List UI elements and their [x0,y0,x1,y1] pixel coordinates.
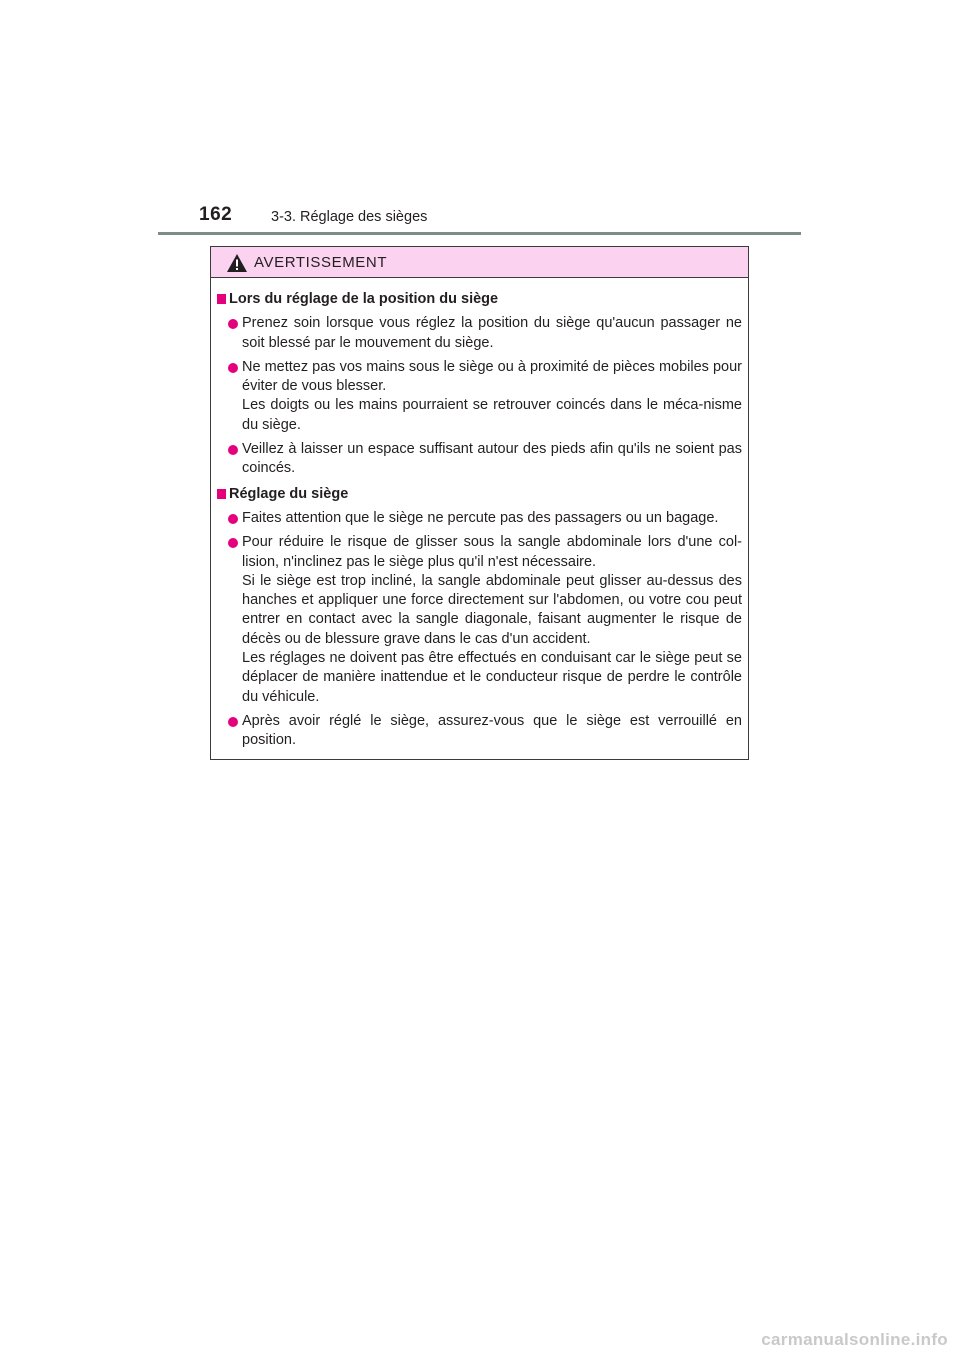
warning-body [211,278,748,751]
square-bullet-icon [217,294,226,304]
section-heading [217,485,742,504]
round-bullet-icon [228,363,238,373]
warning-triangle-icon [227,254,247,272]
header-rule [158,232,801,235]
round-bullet-icon [228,538,238,548]
item-paragraph: Après avoir réglé le siège, assurez-vous que le siège est verrouillé en position. [242,712,742,749]
list-item [217,533,742,707]
list-item [217,440,742,479]
item-paragraph: Les doigts ou les mains pourraient se retrouver coincés dans le méca-nisme du siège. [242,397,742,433]
warning-header [211,247,748,278]
round-bullet-icon [228,514,238,524]
section-title: 3-3. Réglage des sièges [271,209,428,225]
warning-title: AVERTISSEMENT [254,254,388,271]
warning-box [210,246,749,760]
item-paragraph: Ne mettez pas vos mains sous le siège ou à proximité de pièces mobiles pour éviter de vous blesser. [242,358,742,395]
warning-section [217,290,742,479]
watermark: carmanualsonline.info [761,1330,948,1349]
page-number: 162 [199,204,233,225]
warning-section [217,485,742,751]
item-paragraph: Prenez soin lorsque vous réglez la position du siège qu'aucun passager ne soit blessé par le mouvement du siège. [242,315,742,351]
section-heading [217,290,742,309]
section-heading-text: Lors du réglage de la position du siège [229,291,499,307]
square-bullet-icon [217,489,226,499]
list-item [217,314,742,353]
item-paragraph: Faites attention que le siège ne percute pas des passagers ou un bagage. [242,509,719,526]
list-item [217,712,742,751]
round-bullet-icon [228,717,238,727]
round-bullet-icon [228,319,238,329]
item-paragraph: Les réglages ne doivent pas être effectués en conduisant car le siège peut se déplacer de manière inattendue et le conducteur risque de perdre le contrôle du véhicule. [242,650,742,705]
page-header [158,200,801,236]
item-paragraph: Si le siège est trop incliné, la sangle abdominale peut glisser au-dessus des hanches et appliquer une force directement sur l'abdomen, ou votre cou peut entrer en contact avec la sangle diagonale, faisant augmenter le risque de décès ou de blessure grave dans le cas d'un accident. [242,572,742,647]
section-heading-text: Réglage du siège [229,485,349,502]
list-item [217,509,742,528]
item-paragraph: Veillez à laisser un espace suffisant autour des pieds afin qu'ils ne soient pas coincés. [242,441,742,477]
item-paragraph: Pour réduire le risque de glisser sous la sangle abdominale lors d'une col-lision, n'inclinez pas le siège plus qu'il n'est nécessaire. [242,534,742,570]
list-item [217,358,742,435]
round-bullet-icon [228,445,238,455]
